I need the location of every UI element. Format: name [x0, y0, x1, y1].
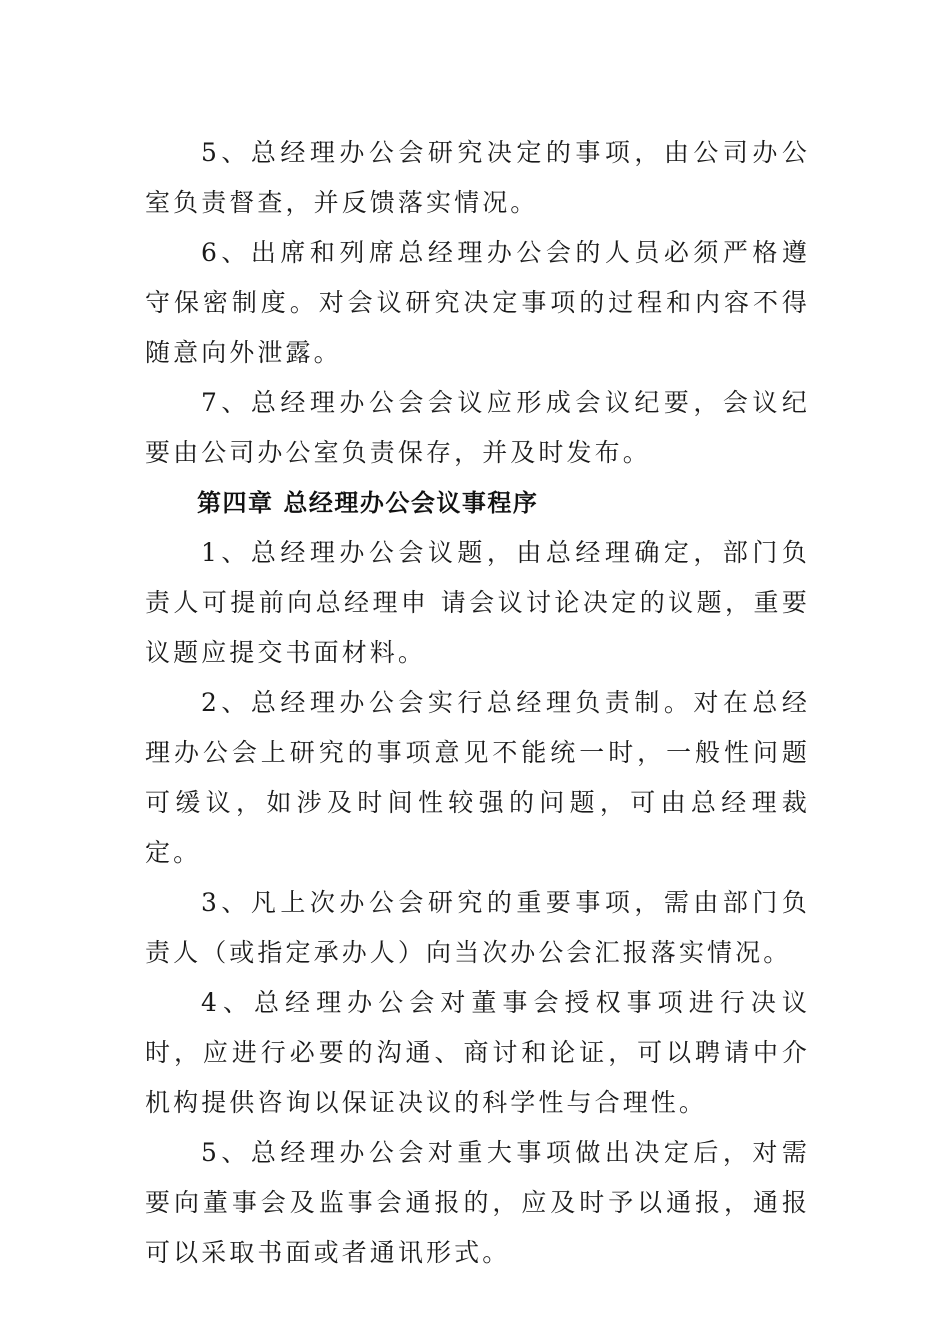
paragraph-item-5-notification: 5、总经理办公会对重大事项做出决定后，对需要向董事会及监事会通报的，应及时予以通报，通报可以采取书面或者通讯形式。: [145, 1138, 810, 1267]
document-body: [145, 128, 810, 1278]
chapter-heading: 第四章 总经理办公会议事程序: [197, 489, 539, 517]
paragraph-item-6-confidentiality: 6、出席和列席总经理办公会的人员必须严格遵守保密制度。对会议研究决定事项的过程和内容不得随意向外泄露。: [145, 238, 810, 367]
paragraph-item-1-agenda: 1、总经理办公会议题，由总经理确定，部门负责人可提前向总经理申 请会议讨论决定的议题，重要议题应提交书面材料。: [145, 538, 810, 667]
paragraph-item-5-supervision: 5、总经理办公会研究决定的事项，由公司办公室负责督查，并反馈落实情况。: [145, 138, 810, 217]
paragraph-item-4-resolution: 4、总经理办公会对董事会授权事项进行决议时，应进行必要的沟通、商讨和论证，可以聘请中介机构提供咨询以保证决议的科学性与合理性。: [145, 988, 810, 1117]
paragraph-item-2-responsibility: 2、总经理办公会实行总经理负责制。对在总经理办公会上研究的事项意见不能统一时，一般性问题可缓议，如涉及时间性较强的问题，可由总经理裁定。: [145, 688, 810, 867]
paragraph-item-7-minutes: 7、总经理办公会会议应形成会议纪要，会议纪要由公司办公室负责保存，并及时发布。: [145, 388, 810, 467]
paragraph-item-3-reporting: 3、凡上次办公会研究的重要事项，需由部门负责人（或指定承办人）向当次办公会汇报落实情况。: [145, 888, 810, 967]
